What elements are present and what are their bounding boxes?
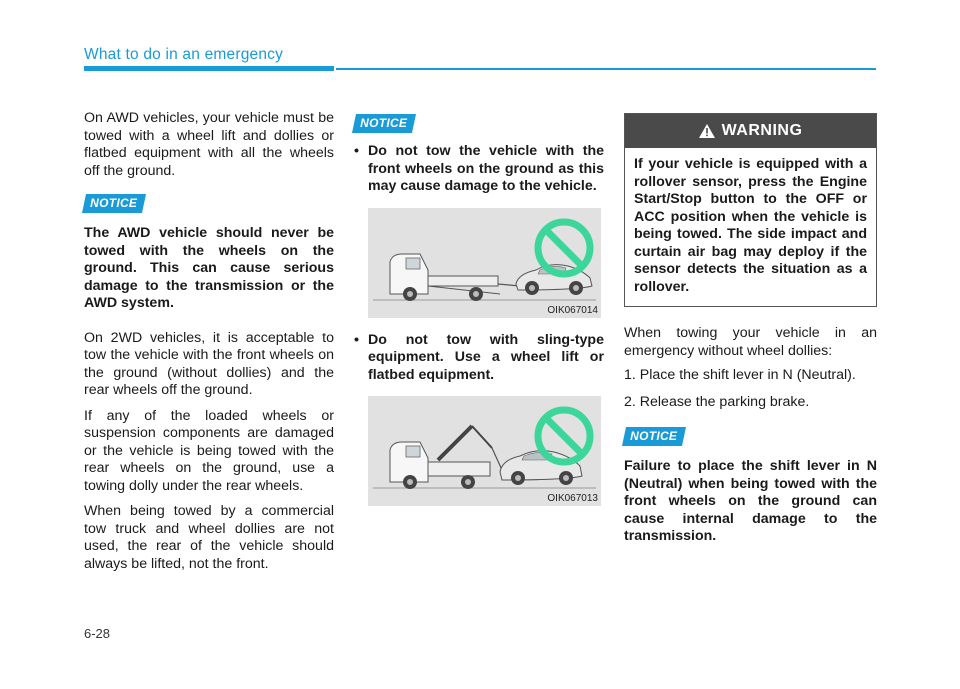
- warning-triangle-icon: [699, 124, 715, 138]
- bullet-sling-type: • Do not tow with sling-type equipment. Use a wheel lift or flatbed equipment.: [354, 331, 604, 383]
- prohibition-icon: [538, 410, 590, 462]
- header-rule-thin: [336, 68, 876, 70]
- damaged-suspension-paragraph: If any of the loaded wheels or suspension components are damaged or the vehicle is being towed with the rear wheels on the ground, use a towing dolly under the rear wheels.: [84, 407, 334, 494]
- warning-box: [624, 113, 877, 307]
- tow-truck-illustration: [368, 208, 601, 318]
- header-rule-thick: [84, 66, 334, 71]
- page-number: 6-28: [84, 626, 111, 641]
- notice-badge: NOTICE: [352, 114, 416, 133]
- awd-towing-paragraph: On AWD vehicles, your vehicle must be towed with a wheel lift and dollies or flatbed equipment with all the wheels off the ground.: [84, 110, 334, 179]
- warning-label: WARNING: [721, 122, 803, 139]
- step-2: 2. Release the parking brake.: [624, 393, 810, 410]
- bullet-front-wheels: • Do not tow the vehicle with the front wheels on the ground as this may cause damage to the vehicle.: [354, 143, 604, 194]
- sling-tow-truck-figure: [368, 396, 601, 506]
- awd-notice-text: The AWD vehicle should never be towed with the wheels on the ground. This can cause serious damage to the transmission or the AWD system.: [84, 225, 334, 311]
- column-right: [624, 110, 877, 558]
- commercial-tow-paragraph: When being towed by a commercial tow truck and wheel dollies are not used, the rear of the vehicle should always be lifted, not the front.: [84, 503, 334, 572]
- figure-code: OIK067013: [547, 493, 598, 504]
- notice-badge: NOTICE: [82, 194, 146, 213]
- step-1: 1. Place the shift lever in N (Neutral).: [624, 367, 856, 383]
- warning-header: [625, 114, 876, 148]
- header-title: What to do in an emergency: [84, 46, 284, 63]
- sling-tow-truck-illustration: [368, 396, 601, 506]
- towing-intro: When towing your vehicle in an emergency without wheel dollies:: [624, 325, 877, 359]
- figure-code: OIK067014: [547, 304, 598, 316]
- notice-badge: NOTICE: [622, 427, 686, 446]
- neutral-notice-text: Failure to place the shift lever in N (Neutral) when being towed with the front wheels on the ground can cause internal damage to the transmission.: [624, 458, 877, 544]
- column-middle: [354, 110, 604, 506]
- warning-text: If your vehicle is equipped with a rollover sensor, press the Engine Start/Stop button to the OFF or ACC position when the vehicle is being towed. The side impact and curtain air bag may deploy if the sensor detects the situation as a rollover.: [634, 156, 867, 295]
- 2wd-towing-paragraph: On 2WD vehicles, it is acceptable to tow the vehicle with the front wheels on the ground (without dollies) and the rear wheels off the ground.: [84, 329, 334, 398]
- column-left: [84, 110, 334, 585]
- tow-truck-front-wheels-figure: [368, 208, 601, 318]
